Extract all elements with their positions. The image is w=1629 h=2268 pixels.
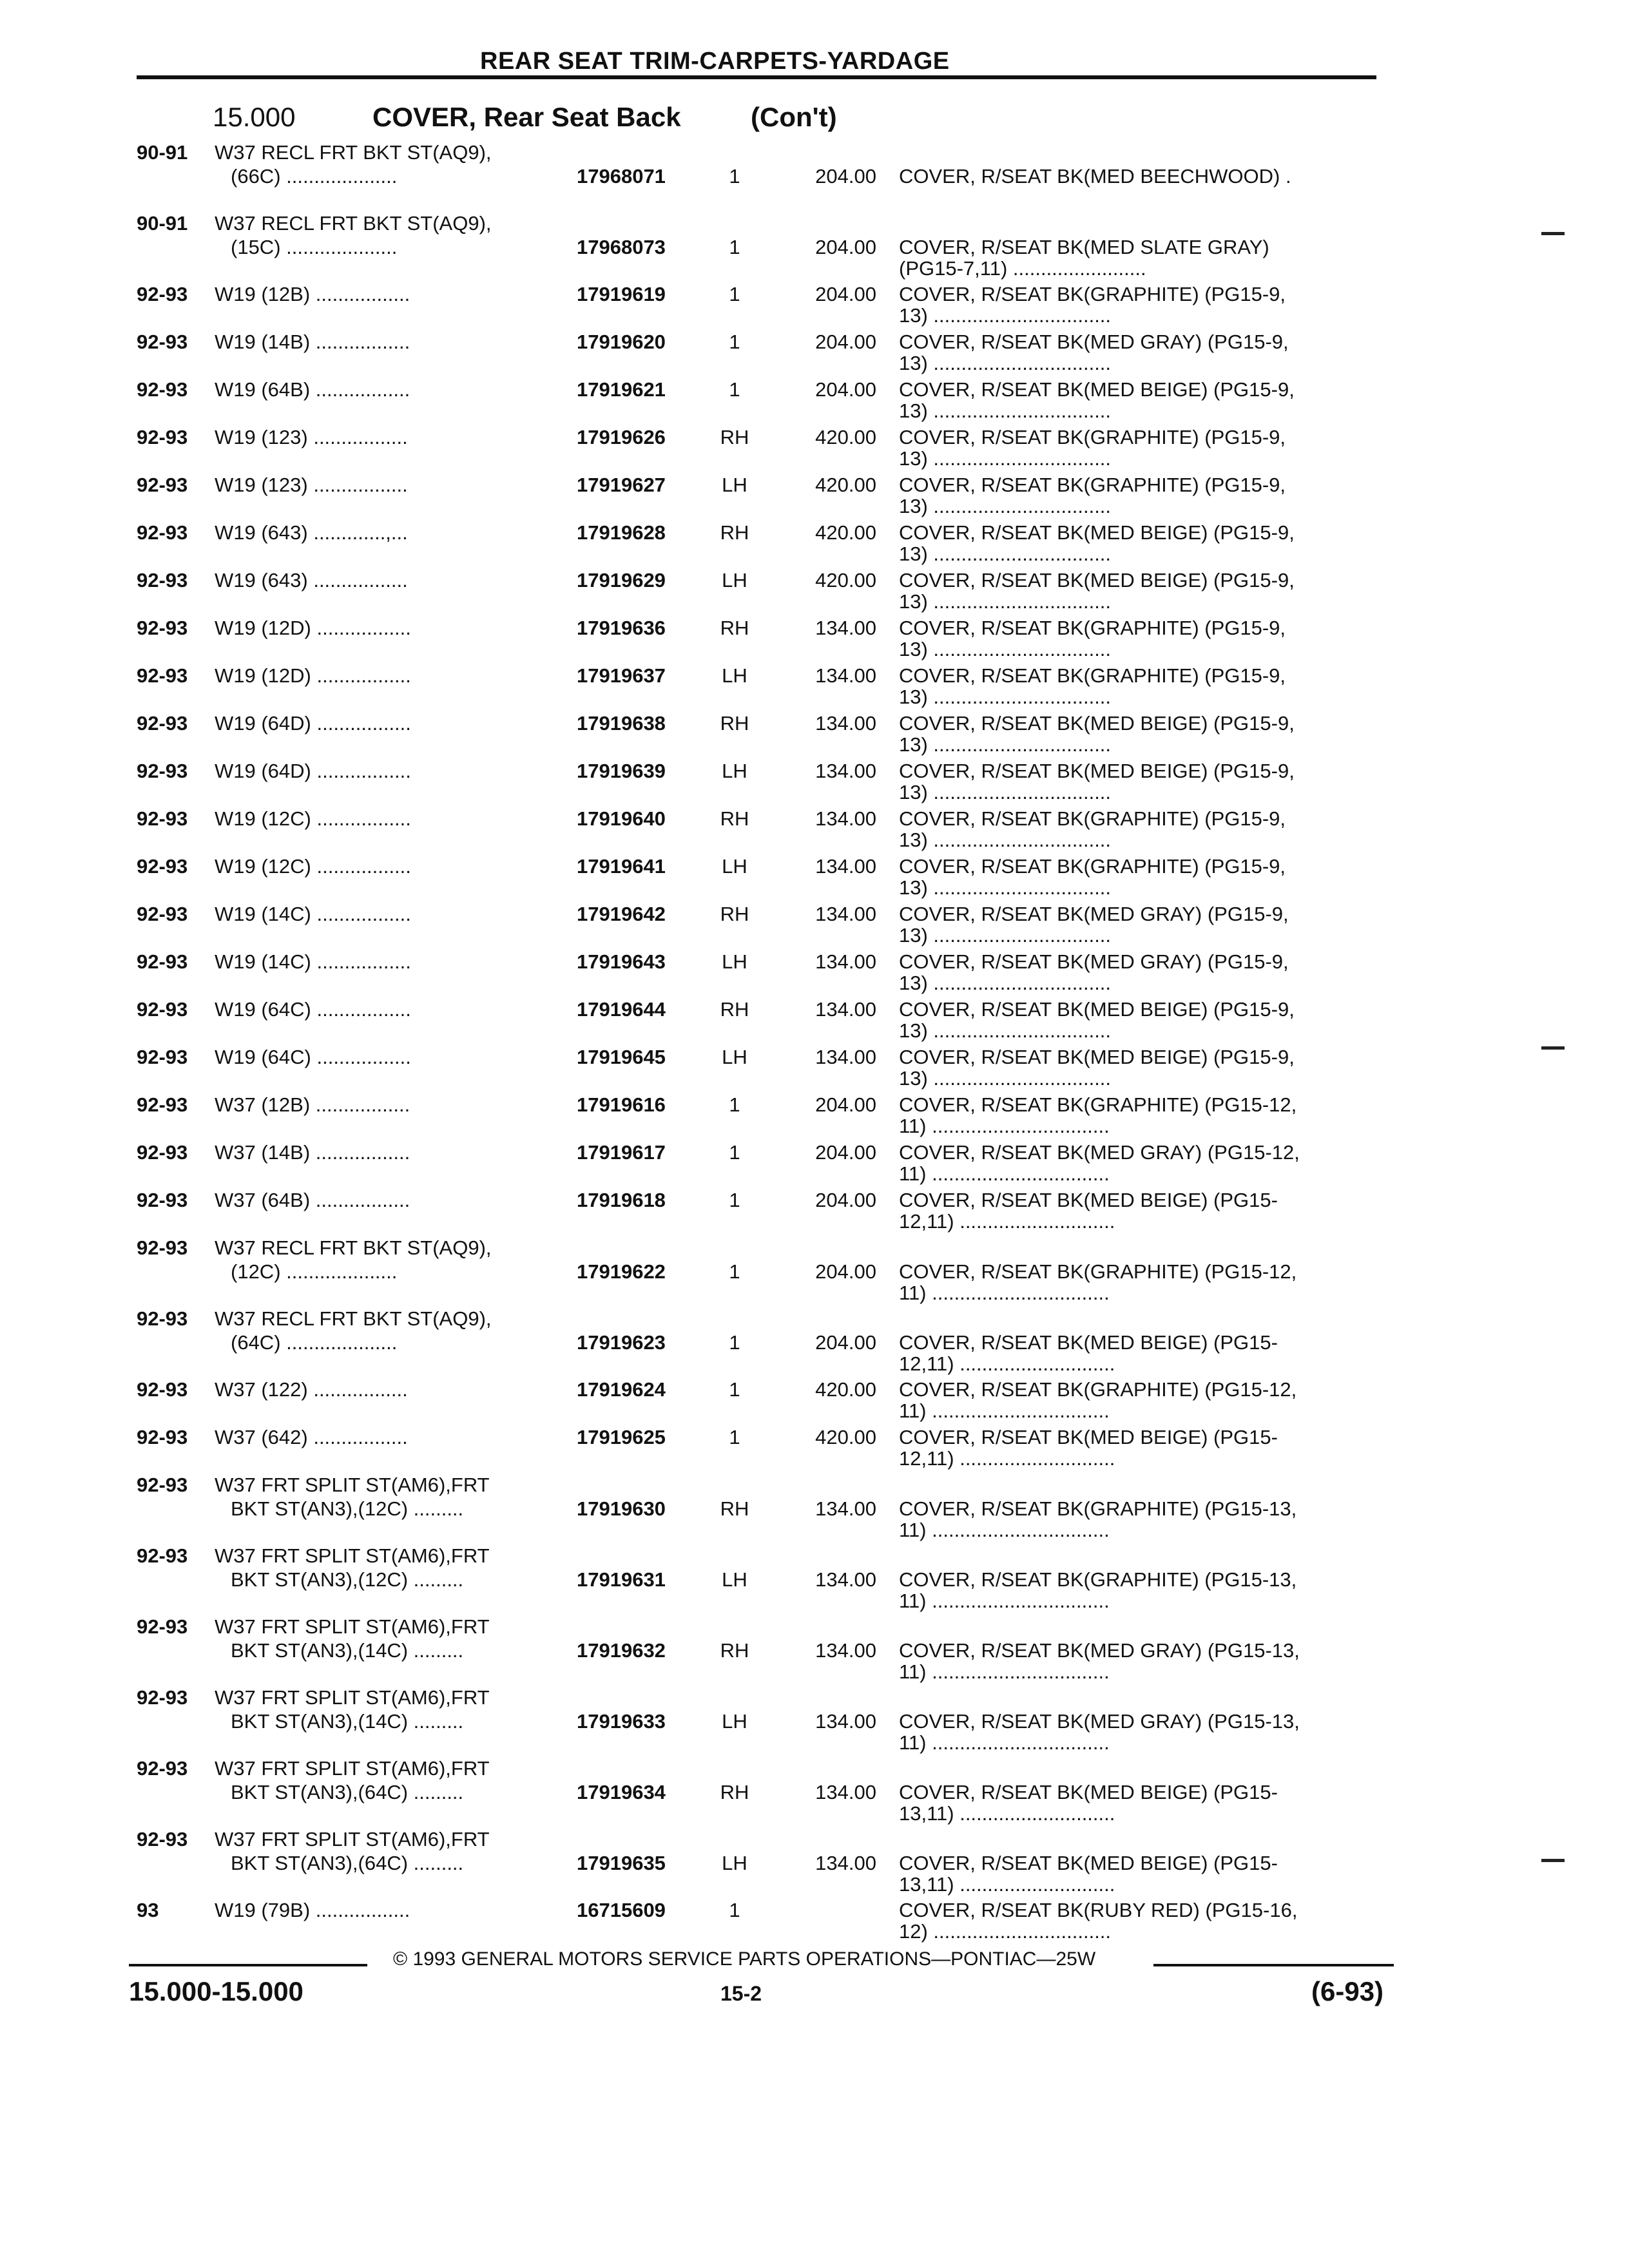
description-line-2: (12C) .................... [231, 1260, 398, 1283]
description-line-2: (64C) .................... [231, 1331, 398, 1354]
description-line-1: W37 FRT SPLIT ST(AM6),FRT [215, 1474, 490, 1496]
remark-line-1: COVER, R/SEAT BK(MED SLATE GRAY) [899, 236, 1269, 258]
quantity: LH [722, 474, 747, 496]
remark-line-1: COVER, R/SEAT BK(MED BEIGE) (PG15-9, [899, 378, 1295, 401]
part-number: 17919623 [577, 1331, 666, 1354]
price: 134.00 [815, 998, 876, 1021]
remark-line-2: 11) ................................ [899, 1731, 1110, 1754]
remark-line-1: COVER, R/SEAT BK(MED GRAY) (PG15-13, [899, 1639, 1300, 1662]
remark-line-2: 13) ................................ [899, 781, 1112, 803]
model-years: 93 [137, 1899, 159, 1921]
description-line-1: W19 (64C) ................. [215, 1046, 411, 1068]
remark-line-1: COVER, R/SEAT BK(RUBY RED) (PG15-16, [899, 1899, 1298, 1921]
parts-entry [0, 1044, 1629, 1091]
model-years: 92-93 [137, 617, 188, 639]
part-number: 17919622 [577, 1260, 666, 1283]
remark-line-2: 13) ................................ [899, 638, 1112, 660]
part-number: 17919621 [577, 378, 666, 401]
price: 204.00 [815, 331, 876, 353]
remark-line-1: COVER, R/SEAT BK(GRAPHITE) (PG15-9, [899, 664, 1286, 687]
model-years: 92-93 [137, 1093, 188, 1116]
price: 134.00 [815, 807, 876, 830]
remark-line-1: COVER, R/SEAT BK(MED GRAY) (PG15-9, [899, 950, 1289, 973]
price: 134.00 [815, 1497, 876, 1520]
model-years: 92-93 [137, 1757, 188, 1780]
remark-line-2: 12,11) ............................ [899, 1447, 1115, 1470]
quantity: 1 [729, 1378, 740, 1401]
model-years: 92-93 [137, 1474, 188, 1496]
parts-entry [0, 1826, 1629, 1897]
description-line-2: BKT ST(AN3),(14C) ......... [231, 1710, 464, 1733]
remark-line-2: (PG15-7,11) ........................ [899, 257, 1146, 280]
parts-entry [0, 1424, 1629, 1472]
parts-entry [0, 472, 1629, 519]
part-number: 17919624 [577, 1378, 666, 1401]
price: 420.00 [815, 426, 876, 448]
description-line-1: W19 (64C) ................. [215, 998, 411, 1021]
parts-entry [0, 758, 1629, 805]
quantity: RH [720, 712, 749, 735]
price: 134.00 [815, 1046, 876, 1068]
model-years: 92-93 [137, 474, 188, 496]
part-number: 17919636 [577, 617, 666, 639]
description-line-2: BKT ST(AN3),(12C) ......... [231, 1568, 464, 1591]
quantity: RH [720, 521, 749, 544]
price: 204.00 [815, 378, 876, 401]
remark-line-1: COVER, R/SEAT BK(GRAPHITE) (PG15-9, [899, 617, 1286, 639]
remark-line-2: 11) ................................ [899, 1162, 1110, 1185]
quantity: 1 [729, 1899, 740, 1921]
remark-line-1: COVER, R/SEAT BK(MED BEIGE) (PG15-9, [899, 760, 1295, 782]
description-line-2: (15C) .................... [231, 236, 398, 258]
parts-entry [0, 1613, 1629, 1684]
quantity: RH [720, 1781, 749, 1803]
quantity: RH [720, 1639, 749, 1662]
description-line-1: W19 (12D) ................. [215, 617, 411, 639]
model-years: 92-93 [137, 807, 188, 830]
price: 134.00 [815, 855, 876, 878]
quantity: 1 [729, 331, 740, 353]
section-number: 15.000 [213, 102, 296, 132]
model-years: 92-93 [137, 1615, 188, 1638]
description-line-1: W37 (122) ................. [215, 1378, 408, 1401]
remark-line-2: 13) ................................ [899, 447, 1112, 470]
parts-entry [0, 1542, 1629, 1613]
remark-line-1: COVER, R/SEAT BK(GRAPHITE) (PG15-12, [899, 1093, 1297, 1116]
description-line-1: W19 (12C) ................. [215, 807, 411, 830]
description-line-2: (66C) .................... [231, 165, 398, 187]
model-years: 92-93 [137, 712, 188, 735]
quantity: 1 [729, 1141, 740, 1164]
description-line-1: W37 (64B) ................. [215, 1189, 410, 1211]
parts-entry [0, 567, 1629, 615]
parts-entry [0, 853, 1629, 901]
parts-entry [0, 329, 1629, 376]
parts-entry [0, 1897, 1629, 1945]
parts-entry [0, 662, 1629, 710]
price: 134.00 [815, 1852, 876, 1874]
part-number: 17919631 [577, 1568, 666, 1591]
part-number: 17919629 [577, 569, 666, 591]
remark-line-1: COVER, R/SEAT BK(MED BEIGE) (PG15- [899, 1189, 1278, 1211]
model-years: 92-93 [137, 1544, 188, 1567]
parts-entry [0, 1684, 1629, 1755]
price: 134.00 [815, 1710, 876, 1733]
parts-entry [0, 1187, 1629, 1235]
remark-line-2: 13) ................................ [899, 876, 1112, 899]
description-line-1: W19 (12C) ................. [215, 855, 411, 878]
margin-mark [1541, 1046, 1565, 1050]
quantity: 1 [729, 236, 740, 258]
description-line-1: W37 RECL FRT BKT ST(AQ9), [215, 1307, 492, 1330]
remark-line-2: 13) ................................ [899, 543, 1112, 565]
price: 204.00 [815, 165, 876, 187]
quantity: RH [720, 903, 749, 925]
remark-line-2: 12,11) ............................ [899, 1210, 1115, 1233]
price: 420.00 [815, 1378, 876, 1401]
margin-mark [1541, 232, 1565, 235]
parts-entry [0, 1755, 1629, 1826]
remark-line-1: COVER, R/SEAT BK(GRAPHITE) (PG15-9, [899, 474, 1286, 496]
description-line-1: W37 (642) ................. [215, 1426, 408, 1448]
model-years: 92-93 [137, 855, 188, 878]
part-number: 17968071 [577, 165, 666, 187]
part-number: 17919642 [577, 903, 666, 925]
quantity: LH [722, 950, 747, 973]
quantity: RH [720, 426, 749, 448]
quantity: LH [722, 664, 747, 687]
parts-entry [0, 210, 1629, 281]
parts-entry [0, 424, 1629, 472]
description-line-1: W37 FRT SPLIT ST(AM6),FRT [215, 1615, 490, 1638]
price: 204.00 [815, 236, 876, 258]
description-line-1: W37 (14B) ................. [215, 1141, 410, 1164]
price: 420.00 [815, 521, 876, 544]
part-number: 17919616 [577, 1093, 666, 1116]
model-years: 92-93 [137, 950, 188, 973]
price: 134.00 [815, 903, 876, 925]
remark-line-1: COVER, R/SEAT BK(MED BEIGE) (PG15-9, [899, 1046, 1295, 1068]
price: 420.00 [815, 1426, 876, 1448]
model-years: 92-93 [137, 283, 188, 305]
model-years: 92-93 [137, 521, 188, 544]
part-number: 17919633 [577, 1710, 666, 1733]
remark-line-1: COVER, R/SEAT BK(GRAPHITE) (PG15-12, [899, 1260, 1297, 1283]
description-line-1: W37 FRT SPLIT ST(AM6),FRT [215, 1544, 490, 1567]
quantity: 1 [729, 1331, 740, 1354]
remark-line-1: COVER, R/SEAT BK(GRAPHITE) (PG15-12, [899, 1378, 1297, 1401]
remark-line-1: COVER, R/SEAT BK(GRAPHITE) (PG15-9, [899, 807, 1286, 830]
remark-line-1: COVER, R/SEAT BK(GRAPHITE) (PG15-13, [899, 1497, 1297, 1520]
model-years: 92-93 [137, 1686, 188, 1709]
quantity: LH [722, 760, 747, 782]
parts-entry [0, 710, 1629, 758]
remark-line-2: 13,11) ............................ [899, 1802, 1115, 1825]
revision-date: (6-93) [1311, 1976, 1384, 2006]
remark-line-2: 13) ................................ [899, 304, 1112, 327]
description-line-2: BKT ST(AN3),(14C) ......... [231, 1639, 464, 1662]
remark-line-1: COVER, R/SEAT BK(MED GRAY) (PG15-9, [899, 331, 1289, 353]
parts-entry [0, 519, 1629, 567]
parts-entry [0, 996, 1629, 1044]
remark-line-2: 13) ................................ [899, 352, 1112, 374]
footer-rule-right [1153, 1964, 1394, 1966]
part-number: 17919618 [577, 1189, 666, 1211]
model-years: 92-93 [137, 1307, 188, 1330]
price: 134.00 [815, 664, 876, 687]
parts-entry [0, 1305, 1629, 1376]
footer-rule-left [129, 1964, 367, 1966]
part-number: 17919637 [577, 664, 666, 687]
remark-line-1: COVER, R/SEAT BK(MED BEIGE) (PG15-9, [899, 998, 1295, 1021]
model-years: 92-93 [137, 903, 188, 925]
quantity: 1 [729, 1189, 740, 1211]
description-line-1: W37 RECL FRT BKT ST(AQ9), [215, 212, 492, 235]
price: 134.00 [815, 712, 876, 735]
parts-entry [0, 901, 1629, 948]
remark-line-2: 13) ................................ [899, 1067, 1112, 1090]
remark-line-2: 13) ................................ [899, 829, 1112, 851]
model-years: 90-91 [137, 212, 188, 235]
remark-line-2: 11) ................................ [899, 1399, 1110, 1422]
copyright-line: © 1993 GENERAL MOTORS SERVICE PARTS OPERATIONS—PONTIAC—25W [393, 1948, 1096, 1970]
remark-line-2: 13) ................................ [899, 686, 1112, 708]
description-line-2: BKT ST(AN3),(12C) ......... [231, 1497, 464, 1520]
price: 134.00 [815, 1781, 876, 1803]
model-years: 92-93 [137, 426, 188, 448]
parts-entry [0, 1091, 1629, 1139]
price: 134.00 [815, 760, 876, 782]
description-line-2: BKT ST(AN3),(64C) ......... [231, 1852, 464, 1874]
remark-line-1: COVER, R/SEAT BK(MED BEIGE) (PG15- [899, 1781, 1278, 1803]
description-line-1: W37 FRT SPLIT ST(AM6),FRT [215, 1686, 490, 1709]
price: 204.00 [815, 1189, 876, 1211]
part-number: 17919643 [577, 950, 666, 973]
description-line-1: W19 (14B) ................. [215, 331, 410, 353]
price: 204.00 [815, 283, 876, 305]
model-years: 92-93 [137, 1828, 188, 1850]
quantity: 1 [729, 378, 740, 401]
description-line-1: W19 (643) .............,... [215, 521, 408, 544]
page-number: 15-2 [720, 1982, 762, 2005]
description-line-1: W37 FRT SPLIT ST(AM6),FRT [215, 1757, 490, 1780]
part-number: 17919627 [577, 474, 666, 496]
part-number: 17919626 [577, 426, 666, 448]
remark-line-1: COVER, R/SEAT BK(MED GRAY) (PG15-12, [899, 1141, 1300, 1164]
part-number: 17919630 [577, 1497, 666, 1520]
description-line-1: W37 RECL FRT BKT ST(AQ9), [215, 141, 492, 164]
parts-entry [0, 139, 1629, 210]
price: 134.00 [815, 1639, 876, 1662]
price: 204.00 [815, 1260, 876, 1283]
remark-line-2: 12,11) ............................ [899, 1352, 1115, 1375]
remark-line-1: COVER, R/SEAT BK(GRAPHITE) (PG15-9, [899, 426, 1286, 448]
remark-line-1: COVER, R/SEAT BK(GRAPHITE) (PG15-13, [899, 1568, 1297, 1591]
quantity: 1 [729, 1093, 740, 1116]
price: 420.00 [815, 569, 876, 591]
remark-line-2: 13) ................................ [899, 1019, 1112, 1042]
part-number: 17919625 [577, 1426, 666, 1448]
parts-entry [0, 615, 1629, 662]
part-number: 17919638 [577, 712, 666, 735]
section-range: 15.000-15.000 [129, 1976, 304, 2006]
price: 204.00 [815, 1331, 876, 1354]
parts-entry [0, 805, 1629, 853]
remark-line-1: COVER, R/SEAT BK(MED BEIGE) (PG15- [899, 1426, 1278, 1448]
remark-line-1: COVER, R/SEAT BK(MED BEIGE) (PG15- [899, 1852, 1278, 1874]
part-number: 17919641 [577, 855, 666, 878]
part-number: 17919644 [577, 998, 666, 1021]
parts-entry [0, 281, 1629, 329]
remark-line-2: 13) ................................ [899, 495, 1112, 517]
description-line-1: W19 (123) ................. [215, 474, 408, 496]
header-rule [137, 75, 1376, 79]
part-number: 17919617 [577, 1141, 666, 1164]
price: 134.00 [815, 617, 876, 639]
quantity: RH [720, 807, 749, 830]
parts-entry [0, 376, 1629, 424]
part-number: 16715609 [577, 1899, 666, 1921]
parts-entry [0, 948, 1629, 996]
description-line-1: W37 (12B) ................. [215, 1093, 410, 1116]
remark-line-1: COVER, R/SEAT BK(MED BEIGE) (PG15-9, [899, 521, 1295, 544]
part-number: 17919639 [577, 760, 666, 782]
remark-line-2: 13) ................................ [899, 590, 1112, 613]
remark-line-2: 11) ................................ [899, 1519, 1110, 1541]
part-number: 17919628 [577, 521, 666, 544]
quantity: LH [722, 1710, 747, 1733]
remark-line-2: 13) ................................ [899, 733, 1112, 756]
model-years: 92-93 [137, 664, 188, 687]
quantity: LH [722, 855, 747, 878]
description-line-1: W19 (643) ................. [215, 569, 408, 591]
remark-line-1: COVER, R/SEAT BK(MED BEECHWOOD) . [899, 165, 1291, 187]
model-years: 92-93 [137, 1378, 188, 1401]
price: 204.00 [815, 1141, 876, 1164]
remark-line-2: 11) ................................ [899, 1660, 1110, 1683]
quantity: LH [722, 1046, 747, 1068]
description-line-1: W19 (79B) ................. [215, 1899, 410, 1921]
remark-line-2: 13) ................................ [899, 399, 1112, 422]
model-years: 92-93 [137, 378, 188, 401]
parts-entry [0, 1472, 1629, 1542]
remark-line-2: 12) ................................ [899, 1920, 1112, 1943]
part-number: 17919632 [577, 1639, 666, 1662]
remark-line-1: COVER, R/SEAT BK(MED GRAY) (PG15-13, [899, 1710, 1300, 1733]
part-number: 17919645 [577, 1046, 666, 1068]
model-years: 92-93 [137, 1189, 188, 1211]
remark-line-1: COVER, R/SEAT BK(MED BEIGE) (PG15-9, [899, 569, 1295, 591]
model-years: 92-93 [137, 1426, 188, 1448]
model-years: 92-93 [137, 1236, 188, 1259]
page-title: REAR SEAT TRIM-CARPETS-YARDAGE [480, 48, 950, 75]
model-years: 92-93 [137, 760, 188, 782]
model-years: 92-93 [137, 569, 188, 591]
price: 134.00 [815, 1568, 876, 1591]
part-number: 17919640 [577, 807, 666, 830]
model-years: 92-93 [137, 331, 188, 353]
part-number: 17919634 [577, 1781, 666, 1803]
remark-line-1: COVER, R/SEAT BK(MED GRAY) (PG15-9, [899, 903, 1289, 925]
description-line-1: W19 (64D) ................. [215, 760, 411, 782]
description-line-1: W19 (64D) ................. [215, 712, 411, 735]
parts-entry [0, 1235, 1629, 1305]
remark-line-1: COVER, R/SEAT BK(GRAPHITE) (PG15-9, [899, 283, 1286, 305]
description-line-1: W37 RECL FRT BKT ST(AQ9), [215, 1236, 492, 1259]
margin-mark [1541, 1859, 1565, 1862]
quantity: LH [722, 569, 747, 591]
part-number: 17968073 [577, 236, 666, 258]
model-years: 92-93 [137, 998, 188, 1021]
quantity: 1 [729, 283, 740, 305]
model-years: 92-93 [137, 1046, 188, 1068]
parts-entry [0, 1139, 1629, 1187]
remark-line-1: COVER, R/SEAT BK(MED BEIGE) (PG15- [899, 1331, 1278, 1354]
section-continued: (Con't) [751, 102, 837, 132]
remark-line-2: 11) ................................ [899, 1590, 1110, 1612]
remark-line-1: COVER, R/SEAT BK(MED BEIGE) (PG15-9, [899, 712, 1295, 735]
description-line-1: W19 (14C) ................. [215, 903, 411, 925]
description-line-1: W19 (64B) ................. [215, 378, 410, 401]
remark-line-2: 13,11) ............................ [899, 1873, 1115, 1896]
parts-entry [0, 1376, 1629, 1424]
quantity: RH [720, 1497, 749, 1520]
quantity: LH [722, 1852, 747, 1874]
description-line-2: BKT ST(AN3),(64C) ......... [231, 1781, 464, 1803]
remark-line-2: 13) ................................ [899, 924, 1112, 947]
remark-line-1: COVER, R/SEAT BK(GRAPHITE) (PG15-9, [899, 855, 1286, 878]
model-years: 90-91 [137, 141, 188, 164]
description-line-1: W19 (12D) ................. [215, 664, 411, 687]
quantity: 1 [729, 1426, 740, 1448]
remark-line-2: 13) ................................ [899, 972, 1112, 994]
part-number: 17919619 [577, 283, 666, 305]
quantity: RH [720, 617, 749, 639]
quantity: RH [720, 998, 749, 1021]
description-line-1: W19 (14C) ................. [215, 950, 411, 973]
remark-line-2: 11) ................................ [899, 1282, 1110, 1304]
remark-line-2: 11) ................................ [899, 1115, 1110, 1137]
price: 420.00 [815, 474, 876, 496]
parts-list [0, 139, 1629, 1945]
description-line-1: W19 (12B) ................. [215, 283, 410, 305]
price: 204.00 [815, 1093, 876, 1116]
quantity: LH [722, 1568, 747, 1591]
description-line-1: W19 (123) ................. [215, 426, 408, 448]
description-line-1: W37 FRT SPLIT ST(AM6),FRT [215, 1828, 490, 1850]
quantity: 1 [729, 1260, 740, 1283]
price: 134.00 [815, 950, 876, 973]
section-name: COVER, Rear Seat Back [372, 102, 681, 132]
quantity: 1 [729, 165, 740, 187]
model-years: 92-93 [137, 1141, 188, 1164]
part-number: 17919620 [577, 331, 666, 353]
part-number: 17919635 [577, 1852, 666, 1874]
